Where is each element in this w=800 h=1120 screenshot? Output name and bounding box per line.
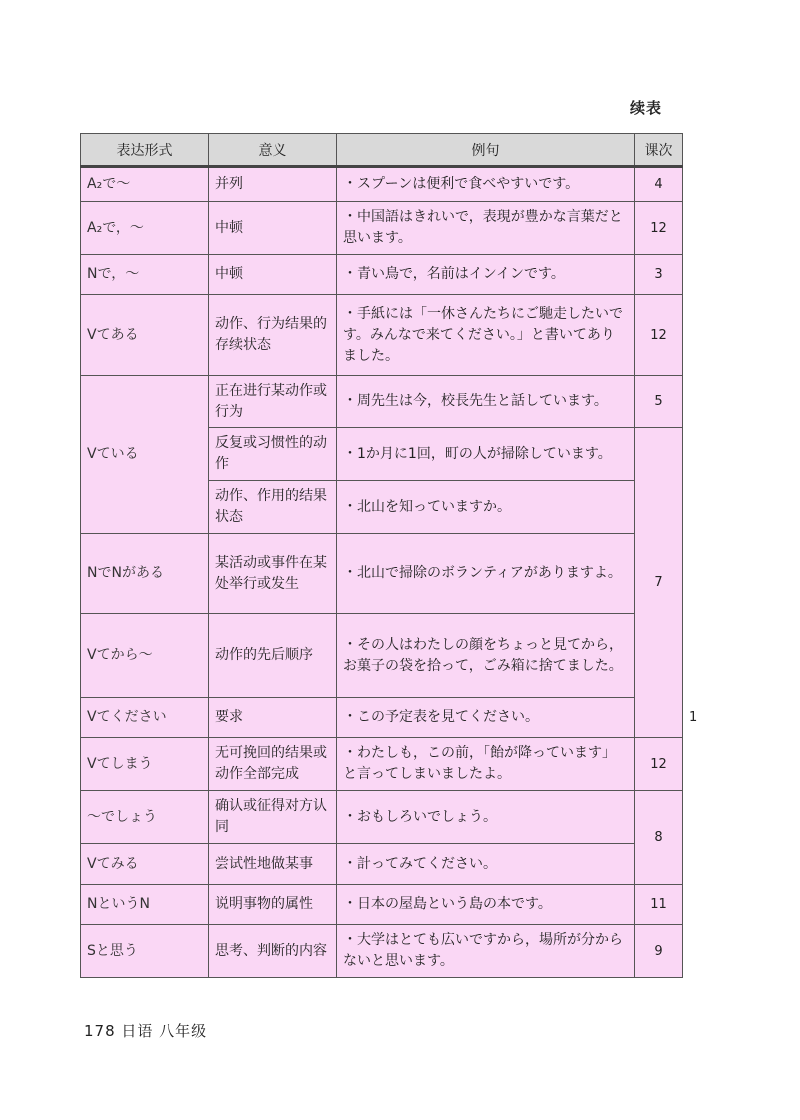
form-cell: Vている (81, 376, 209, 534)
example-cell: ・北山を知っていますか。 (337, 481, 635, 534)
lesson-cell: 4 (635, 167, 683, 202)
table-row (81, 295, 683, 376)
example-cell: ・手紙には「一休さんたちにご馳走したいです。みんなで来てください。」と書いてありました。 (337, 295, 635, 376)
meaning-cell: 动作、作用的结果状态 (209, 481, 337, 534)
form-cell: A₂で～ (81, 167, 209, 202)
example-cell: ・わたしも，この前，「飴が降っています」と言ってしまいましたよ。 (337, 738, 635, 791)
lesson-cell: 8 (635, 791, 683, 885)
meaning-cell: 要求 (209, 698, 337, 738)
meaning-cell: 说明事物的属性 (209, 885, 337, 925)
table-row (81, 614, 683, 698)
table-row (81, 738, 683, 791)
example-cell: ・この予定表を見てください。 (337, 698, 635, 738)
example-cell: ・おもしろいでしょう。 (337, 791, 635, 844)
example-cell: ・北山で掃除のボランティアがありますよ。 (337, 534, 635, 614)
meaning-cell: 正在进行某动作或行为 (209, 376, 337, 428)
lesson-cell: 12 (635, 202, 683, 255)
meaning-cell: 并列 (209, 167, 337, 202)
form-cell: NというN (81, 885, 209, 925)
example-cell: ・その人はわたしの顔をちょっと見てから，お菓子の袋を拾って，ごみ箱に捨てました。 (337, 614, 635, 698)
lesson-cell: 9 (635, 925, 683, 978)
table-row (81, 791, 683, 844)
form-cell: Sと思う (81, 925, 209, 978)
lesson-cell: 12 (635, 738, 683, 791)
table-row (81, 925, 683, 978)
continued-label: 续表 (630, 99, 663, 117)
form-cell: A₂で，～ (81, 202, 209, 255)
form-cell: ～でしょう (81, 791, 209, 844)
meaning-cell: 无可挽回的结果或动作全部完成 (209, 738, 337, 791)
lesson-cell: 11 (635, 885, 683, 925)
meaning-cell: 动作、行为结果的存续状态 (209, 295, 337, 376)
table-row (81, 844, 683, 885)
lesson-cell: 3 (635, 255, 683, 295)
header-form: 表达形式 (81, 134, 209, 167)
example-cell: ・大学はとても広いですから，場所が分からないと思います。 (337, 925, 635, 978)
example-cell: ・周先生は今，校長先生と話しています。 (337, 376, 635, 428)
lesson-cell: 5 (635, 376, 683, 428)
example-cell: ・中国語はきれいで，表現が豊かな言葉だと思います。 (337, 202, 635, 255)
header-lesson: 课次 (635, 134, 683, 167)
table-row (81, 376, 683, 428)
example-cell: ・計ってみてください。 (337, 844, 635, 885)
table-row (81, 885, 683, 925)
example-cell: ・日本の屋島という島の本です。 (337, 885, 635, 925)
meaning-cell: 确认或征得对方认同 (209, 791, 337, 844)
form-cell: Vてください (81, 698, 209, 738)
lesson-cell: 12 (635, 295, 683, 376)
form-cell: NでNがある (81, 534, 209, 614)
header-meaning: 意义 (209, 134, 337, 167)
example-cell: ・スプーンは便利で食べやすいです。 (337, 167, 635, 202)
meaning-cell: 反复或习惯性的动作 (209, 428, 337, 481)
meaning-cell: 中顿 (209, 255, 337, 295)
meaning-cell: 中顿 (209, 202, 337, 255)
table-row (81, 255, 683, 295)
meaning-cell: 某活动或事件在某处举行或发生 (209, 534, 337, 614)
form-cell: Nで，～ (81, 255, 209, 295)
table-row (81, 534, 683, 614)
lesson-cell: 7 (635, 428, 683, 738)
meaning-cell: 尝试性地做某事 (209, 844, 337, 885)
table-header-row (81, 134, 683, 167)
meaning-cell: 思考、判断的内容 (209, 925, 337, 978)
header-example: 例句 (337, 134, 635, 167)
table-row: Vてください 要求 ・この予定表を見てください。 1 (81, 698, 683, 738)
form-cell: Vてみる (81, 844, 209, 885)
page-footer: 178 日语 八年级 (84, 1022, 208, 1040)
meaning-cell: 动作的先后顺序 (209, 614, 337, 698)
grammar-table (80, 133, 698, 978)
table-row (81, 167, 683, 202)
form-cell: Vてある (81, 295, 209, 376)
example-cell: ・青い鳥で，名前はインインです。 (337, 255, 635, 295)
form-cell: Vてしまう (81, 738, 209, 791)
table-row (81, 202, 683, 255)
example-cell: ・1か月に1回，町の人が掃除しています。 (337, 428, 635, 481)
form-cell: Vてから～ (81, 614, 209, 698)
